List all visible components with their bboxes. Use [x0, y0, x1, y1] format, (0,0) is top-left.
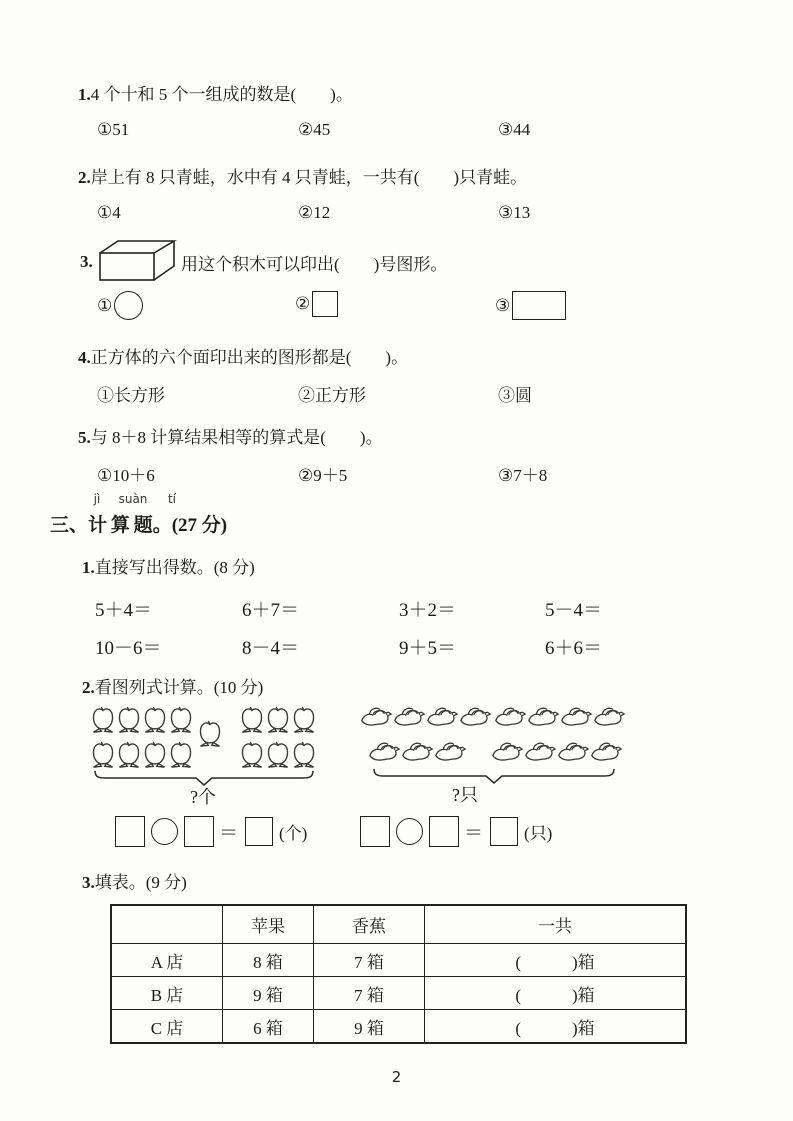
question-4	[78, 343, 408, 368]
total-blank: ( )箱	[425, 977, 687, 1010]
bird-icon	[557, 736, 590, 764]
bird-icon	[401, 736, 434, 764]
peach-row-right-bottom	[239, 741, 317, 769]
cuboid-icon	[98, 238, 178, 284]
question-4-options	[0, 381, 760, 415]
equals-sign: ＝	[464, 823, 484, 844]
section-3-title-suffix: 。(27 分)	[152, 515, 228, 536]
sub1-title	[82, 553, 255, 578]
sub1-title-text: 直接写出得数。(8 分)	[94, 558, 255, 577]
question-3-number: 3.	[80, 252, 93, 271]
peach-icon	[265, 706, 291, 734]
bird-question-label: ?只	[452, 785, 478, 805]
bird-icon	[426, 701, 459, 729]
calc-expression: 10－6＝	[95, 638, 162, 659]
sub2-title	[82, 673, 263, 698]
option-3-1	[97, 291, 143, 320]
option-1-1: ①51	[97, 120, 130, 139]
sub3-number: 3.	[82, 873, 95, 892]
peach-middle	[197, 720, 223, 748]
option-2-1: ①4	[97, 203, 121, 222]
calc-expression: 5＋4＝	[95, 600, 153, 621]
pinyin-ti: tí	[167, 492, 177, 506]
header-total: 一共	[425, 905, 687, 944]
bird-icon	[393, 701, 426, 729]
operator-circle	[151, 818, 178, 845]
peach-icon	[168, 706, 194, 734]
peach-icon	[116, 741, 142, 769]
calc-expression: 3＋2＝	[399, 600, 457, 621]
peach-icon	[197, 720, 223, 748]
peach-icon	[239, 741, 265, 769]
bird-icon	[590, 736, 623, 764]
calc-expression: 8－4＝	[242, 638, 300, 659]
peach-icon	[168, 741, 194, 769]
bird-row-right-top	[494, 701, 626, 729]
calc-expression: 5－4＝	[545, 600, 603, 621]
answer-box	[429, 816, 459, 847]
option-2-2: ②12	[298, 203, 331, 222]
bird-icon	[527, 701, 560, 729]
equals-sign: ＝	[219, 823, 239, 844]
question-1-text: 4 个十和 5 个一组成的数是( )。	[90, 85, 353, 104]
question-3-options	[0, 291, 760, 325]
peach-icon	[239, 706, 265, 734]
bird-icon	[360, 701, 393, 729]
circle-shape	[114, 291, 143, 320]
option-5-3: ③7＋8	[498, 466, 548, 485]
question-5-number: 5.	[78, 428, 91, 447]
question-2	[78, 163, 527, 188]
peach-icon	[116, 706, 142, 734]
question-1	[78, 80, 353, 105]
apple-count: 8 箱	[223, 944, 314, 977]
option-3-3-mark: ③	[495, 295, 511, 315]
peach-unit-label: (个)	[279, 824, 308, 843]
store-name: A 店	[111, 944, 223, 977]
question-5-options	[0, 461, 760, 495]
bird-icon	[560, 701, 593, 729]
apple-count: 9 箱	[223, 977, 314, 1010]
peach-icon	[142, 741, 168, 769]
bird-icon	[368, 736, 401, 764]
peach-icon	[265, 741, 291, 769]
option-4-3: ③圆	[498, 386, 532, 405]
pinyin-ji: jì	[93, 492, 101, 506]
store-name: B 店	[111, 977, 223, 1010]
option-1-2: ②45	[298, 120, 331, 139]
peach-row-left-top	[90, 706, 194, 734]
bird-icon	[494, 701, 527, 729]
rectangle-shape	[512, 291, 566, 320]
bird-icon	[459, 701, 492, 729]
sub2-number: 2.	[82, 678, 95, 697]
option-5-2: ②9＋5	[298, 466, 348, 485]
sub1-number: 1.	[82, 558, 95, 577]
answer-box	[184, 816, 214, 847]
question-1-options	[0, 120, 760, 154]
peach-icon	[291, 706, 317, 734]
section-3-title-prefix: 三、	[50, 515, 89, 536]
peach-row-left-bottom	[90, 741, 194, 769]
option-4-1: ①长方形	[97, 386, 165, 405]
option-3-3	[495, 291, 566, 320]
peach-question-label: ?个	[190, 787, 216, 807]
section-3-char-1: 计	[88, 515, 108, 536]
peach-icon	[291, 741, 317, 769]
bird-row-right-bottom	[491, 736, 623, 764]
peach-icon	[90, 706, 116, 734]
banana-count: 7 箱	[314, 944, 425, 977]
calc-row-1	[0, 595, 793, 621]
option-3-1-mark: ①	[97, 295, 113, 315]
total-blank: ( )箱	[425, 1010, 687, 1044]
question-5-text: 与 8＋8 计算结果相等的算式是( )。	[90, 428, 383, 447]
square-shape	[312, 291, 338, 317]
peach-icon	[142, 706, 168, 734]
header-banana: 香蕉	[314, 905, 425, 944]
option-5-1: ①10＋6	[97, 466, 155, 485]
fill-table	[110, 904, 687, 1044]
answer-box	[360, 816, 390, 847]
answer-box	[245, 817, 273, 846]
option-4-2: ②正方形	[298, 386, 366, 405]
bird-unit-label: (只)	[524, 824, 553, 843]
bird-equation	[360, 816, 552, 847]
answer-box	[115, 816, 145, 847]
bird-icon	[491, 736, 524, 764]
table-row	[111, 1010, 686, 1044]
sub3-title	[82, 868, 187, 893]
calc-expression: 9＋5＝	[399, 638, 457, 659]
peach-equation	[115, 816, 307, 847]
option-1-3: ③44	[498, 120, 531, 139]
apple-count: 6 箱	[223, 1010, 314, 1044]
bird-row-left-bottom	[368, 736, 467, 764]
banana-count: 7 箱	[314, 977, 425, 1010]
section-3-title	[50, 510, 227, 537]
operator-circle	[396, 818, 423, 845]
option-3-2	[295, 291, 338, 317]
question-1-number: 1.	[78, 85, 91, 104]
question-2-options	[0, 203, 760, 237]
table-row	[111, 944, 686, 977]
option-3-2-mark: ②	[295, 294, 311, 313]
bird-icon	[434, 736, 467, 764]
calc-row-2	[0, 633, 793, 659]
question-2-text: 岸上有 8 只青蛙，水中有 4 只青蛙，一共有( )只青蛙。	[90, 168, 528, 187]
calc-expression: 6＋7＝	[242, 600, 300, 621]
question-5	[78, 423, 383, 448]
banana-count: 9 箱	[314, 1010, 425, 1044]
question-2-number: 2.	[78, 168, 91, 187]
pinyin-row	[0, 492, 793, 508]
peach-row-right-top	[239, 706, 317, 734]
section-3-char-2: 算	[110, 515, 130, 536]
bird-icon	[593, 701, 626, 729]
calc-expression: 6＋6＝	[545, 638, 603, 659]
bird-brace	[372, 767, 616, 785]
section-3-char-3: 题	[133, 515, 153, 536]
question-4-number: 4.	[78, 348, 91, 367]
header-blank	[111, 905, 223, 944]
store-name: C 店	[111, 1010, 223, 1044]
total-blank: ( )箱	[425, 944, 687, 977]
question-4-text: 正方体的六个面印出来的图形都是( )。	[90, 348, 409, 367]
bird-row-left-top	[360, 701, 492, 729]
sub3-title-text: 填表。(9 分)	[94, 873, 187, 892]
question-3-text: 用这个积木可以印出( )号图形。	[181, 255, 448, 274]
answer-box	[490, 817, 518, 846]
table-row	[111, 977, 686, 1010]
option-2-3: ③13	[498, 203, 531, 222]
sub2-title-text: 看图列式计算。(10 分)	[94, 678, 264, 697]
table-header-row	[111, 905, 686, 944]
page-number: 2	[391, 1068, 402, 1086]
bird-icon	[524, 736, 557, 764]
header-apple: 苹果	[223, 905, 314, 944]
pinyin-suan: suàn	[118, 492, 148, 506]
peach-icon	[90, 741, 116, 769]
